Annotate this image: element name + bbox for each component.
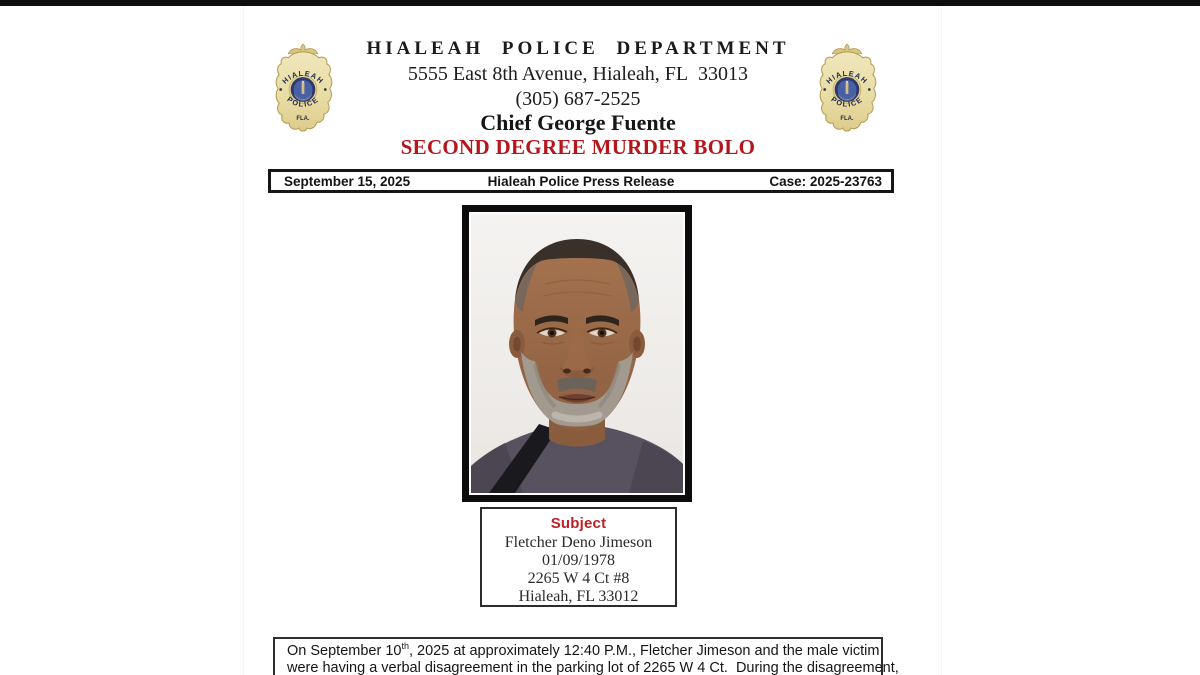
top-black-bar <box>0 0 1200 6</box>
incident-narrative-box <box>273 637 899 675</box>
subject-photo-frame <box>462 205 692 502</box>
department-name: HIALEAH POLICE DEPARTMENT <box>366 38 790 59</box>
case-number: Case: 2025-23763 <box>769 173 882 189</box>
subject-dob: 01/09/1978 <box>542 552 615 569</box>
narrative-line-1: On September 10th, 2025 at approximately 12:40 P.M., Fletcher Jimeson and the male victim <box>287 641 880 659</box>
bolo-title: SECOND DEGREE MURDER BOLO <box>400 135 756 159</box>
subject-photo <box>471 214 683 493</box>
subject-address-2: Hialeah, FL 33012 <box>518 588 639 605</box>
press-release-info-bar <box>268 169 894 193</box>
department-address: 5555 East 8th Avenue, Hialeah, FL 33013 <box>407 63 749 85</box>
department-phone: (305) 687-2525 <box>515 88 641 110</box>
narrative-line-2: were having a verbal disagreement in the parking lot of 2265 W 4 Ct. During the disagreement, <box>287 660 899 675</box>
press-release-label: Hialeah Police Press Release <box>487 173 675 189</box>
release-date: September 15, 2025 <box>284 173 411 189</box>
chief-name: Chief George Fuente <box>480 110 676 135</box>
subject-address-1: 2265 W 4 Ct #8 <box>527 570 630 587</box>
subject-name: Fletcher Deno Jimeson <box>504 534 653 551</box>
subject-heading: Subject <box>550 515 607 532</box>
subject-info-box <box>480 507 677 607</box>
